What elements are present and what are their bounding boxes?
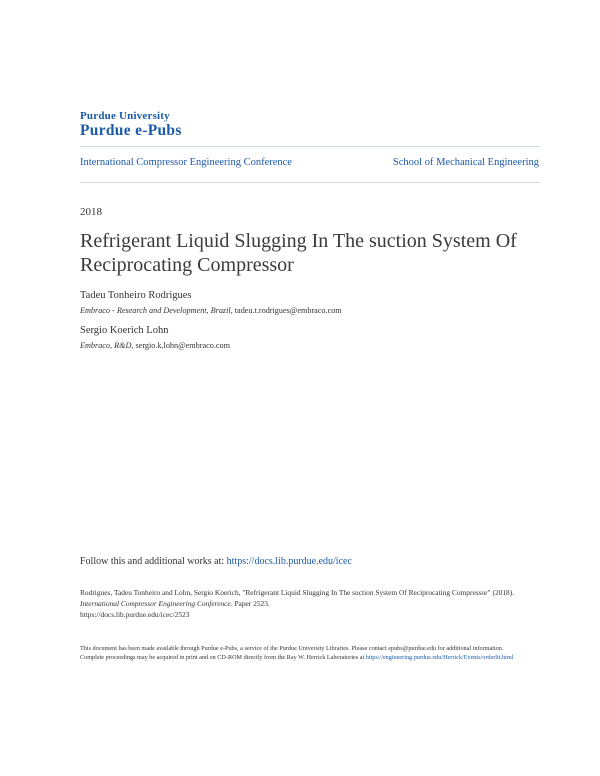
author-2-affiliation: Embraco, R&D, sergio.k.lohn@embraco.com [80,341,230,350]
author-1-email: tadeu.t.rodrigues@embraco.com [234,306,342,315]
citation-venue: International Compressor Engineering Conference [80,599,231,609]
citation-suffix: . Paper 2523. [230,599,270,609]
author-1-affiliation-text: Embraco - Research and Development, Brazil [80,306,231,315]
proceedings-notice [80,653,540,662]
citation-url: https://docs.lib.purdue.edu/icec/2523 [80,610,190,620]
school-link[interactable]: School of Mechanical Engineering [392,157,539,168]
notice-block [80,644,540,663]
author-2-affiliation-text: Embraco, R&D [80,341,132,350]
follow-line [80,556,352,567]
citation-block [80,587,540,621]
paper-year: 2018 [80,206,102,218]
brand-repository: Purdue e-Pubs [80,122,182,139]
conference-link[interactable]: International Compressor Engineering Conference [80,157,292,168]
availability-notice: This document has been made available through Purdue e-Pubs, a service of the Purdue University Libraries. Please contact epubs@purdue.edu for additional information. [80,645,504,652]
author-2-email: sergio.k.lohn@embraco.com [135,341,230,350]
brand-university: Purdue University [80,110,170,122]
follow-link[interactable]: https://docs.lib.purdue.edu/icec [226,556,352,567]
header-divider-top [80,146,540,147]
proceedings-text: Complete proceedings may be acquired in print and on CD-ROM directly from the Ray W. Herrick Laboratories at [80,654,366,662]
author-1-name: Tadeu Tonheiro Rodrigues [80,290,192,301]
header-divider-bottom [80,182,540,183]
paper-title: Refrigerant Liquid Slugging In The suction System Of Reciprocating Compressor [80,230,517,276]
proceedings-link[interactable]: https://engineering.purdue.edu/Herrick/Events/orderlit.html [365,654,514,662]
citation-prefix: Rodrigues, Tadeu Tonheiro and Lohn, Sergio Koerich, "Refrigerant Liquid Slugging In The suction System Of Reciprocating Compressor" (2018). [80,588,515,597]
follow-text: Follow this and additional works at: [80,556,227,567]
author-2-name: Sergio Koerich Lohn [80,325,169,336]
author-1-affiliation: Embraco - Research and Development, Brazil, tadeu.t.rodrigues@embraco.com [80,306,342,315]
